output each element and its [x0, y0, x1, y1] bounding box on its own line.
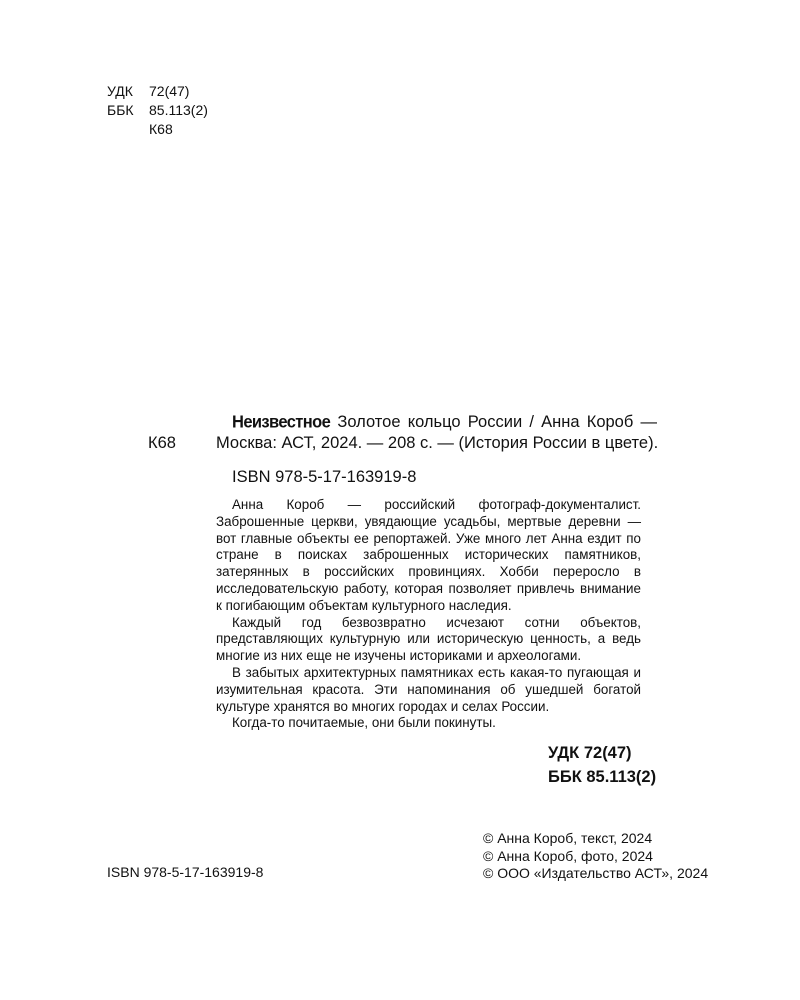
bbk-code: ББК 85.113(2) [548, 768, 657, 786]
isbn-main: ISBN 978-5-17-163919-8 [232, 468, 417, 486]
annotation [216, 497, 641, 732]
bib-line-1 [232, 411, 657, 434]
classification-block [107, 82, 247, 142]
isbn-footer: ISBN 978-5-17-163919-8 [107, 864, 264, 880]
bib-line-2: Москва: АСТ, 2024. — 208 с. — (История России в цвете). [216, 434, 659, 452]
annotation-paragraph: Когда-то почитаемые, они были покинуты. [232, 715, 496, 731]
copyright-block [483, 830, 708, 883]
udk-label: УДК [107, 83, 133, 99]
copyright-photo: © Анна Короб, фото, 2024 [483, 847, 653, 864]
copyright-text: © Анна Короб, текст, 2024 [483, 830, 653, 846]
bbk-label: ББК [107, 102, 134, 118]
author-mark: К68 [149, 121, 173, 137]
bbk-value: 85.113(2) [149, 102, 208, 118]
annotation-paragraph: В забытых архитектурных памятниках есть какая-то пугающая и изумительная красота. Эти напоминания об ушедшей богатой культуре хранятся во многих городах и селах России. [216, 664, 641, 714]
bib-author-mark: К68 [148, 434, 176, 452]
udk-code: УДК 72(47) [548, 744, 632, 762]
codes-block [548, 741, 656, 789]
annotation-paragraph: Каждый год безвозвратно исчезают сотни объектов, представляющих культурную или историческую ценность, а ведь многие из них еще не изучены историками и археологами. [216, 614, 641, 664]
book-title: Неизвестное [232, 412, 331, 432]
bib-line-1-rest: Золотое кольцо России / Анна Короб — [330, 413, 657, 431]
bib-record [232, 411, 657, 434]
copyright-publisher: © ООО «Издательство АСТ», 2024 [483, 865, 709, 882]
annotation-paragraph: Анна Короб — российский фотограф-документалист. Заброшенные церкви, увядающие усадьбы, мертвые деревни — вот главные объекты ее репортажей. Уже много лет Анна ездит по стране в поисках заброшенных исторических памятников, затерянных в российских провинциях. Хобби переросло в исследовательскую работу, которая позволяет привлечь внимание к погибающим объектам культурного наследия. [216, 497, 641, 613]
udk-value: 72(47) [149, 83, 190, 99]
